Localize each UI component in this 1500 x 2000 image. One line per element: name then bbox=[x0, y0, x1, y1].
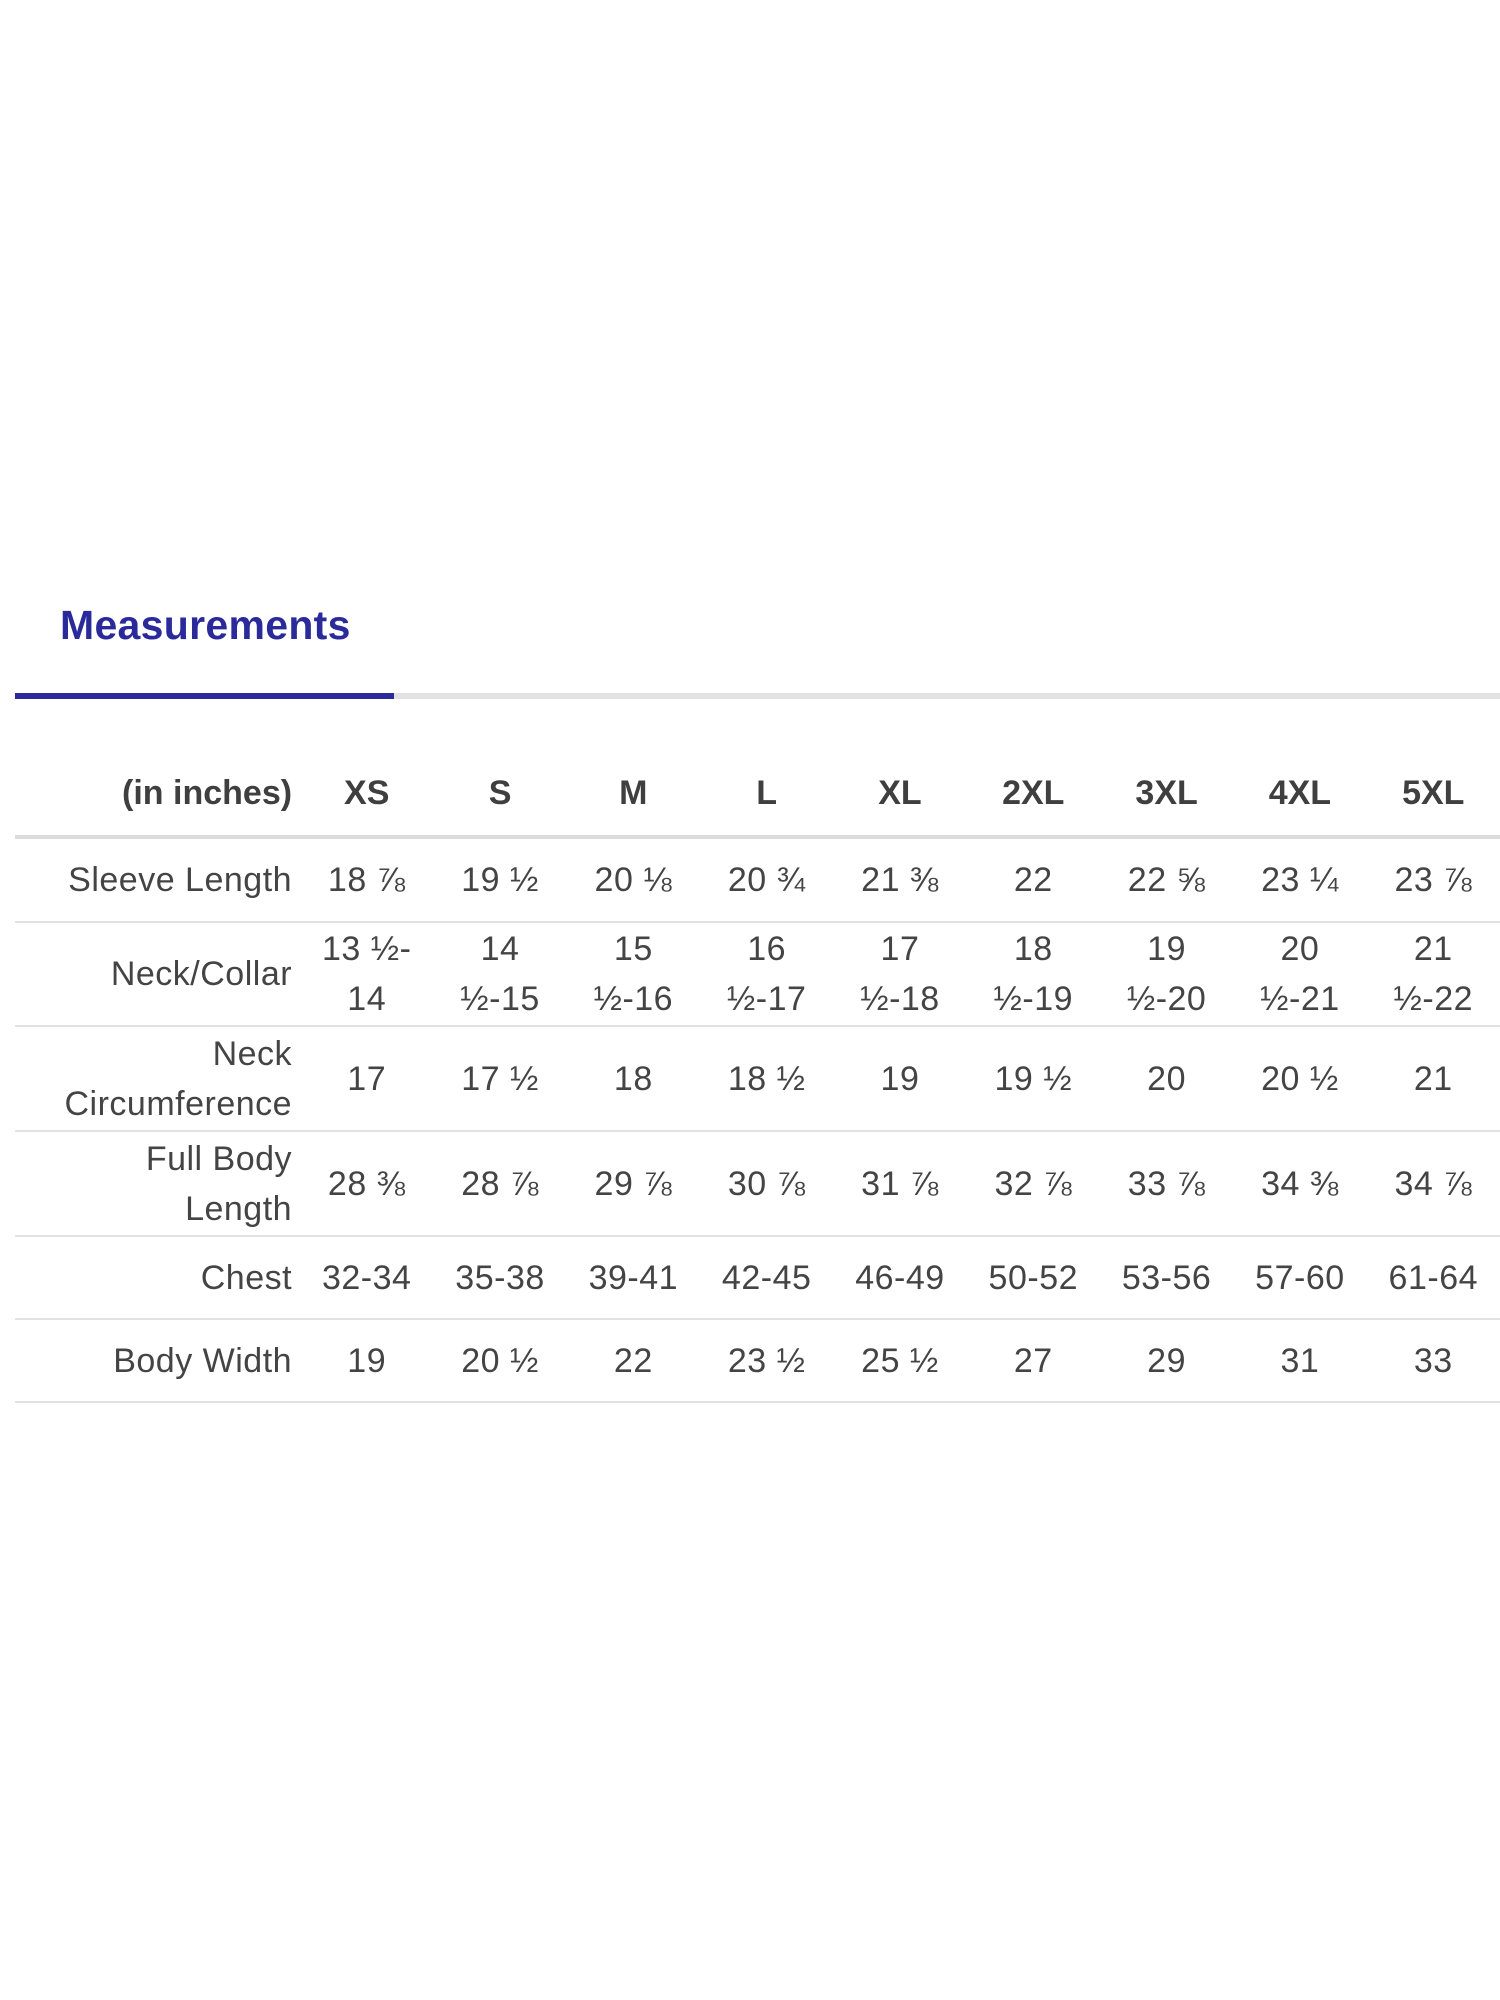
measurement-value: 23 ¼ bbox=[1261, 861, 1339, 899]
measurement-cell bbox=[567, 1026, 700, 1131]
measurement-cell bbox=[433, 922, 566, 1026]
measurement-value: 20 ⅛ bbox=[594, 861, 673, 899]
size-header: 5XL bbox=[1367, 750, 1500, 837]
measurement-value: 19 ½ bbox=[461, 861, 539, 899]
row-label-line: Neck bbox=[212, 1034, 293, 1073]
measurement-cell bbox=[433, 1131, 566, 1236]
measurement-value: 13 ½- bbox=[321, 930, 412, 968]
measurement-value: 29 ⅞ bbox=[594, 1164, 673, 1203]
measurement-cell bbox=[1367, 837, 1500, 922]
measurement-cell bbox=[833, 1319, 966, 1402]
measurement-value: 27 bbox=[1013, 1341, 1053, 1380]
table-row bbox=[15, 1131, 1500, 1236]
measurement-cell bbox=[700, 1236, 833, 1319]
measurement-cell bbox=[967, 1236, 1100, 1319]
measurement-cell bbox=[567, 1131, 700, 1236]
measurement-value: 19 ½ bbox=[994, 1059, 1073, 1098]
measurement-value: 42-45 bbox=[721, 1258, 812, 1297]
measurement-value: ½-18 bbox=[860, 980, 940, 1018]
measurement-cell bbox=[300, 1131, 433, 1236]
measurement-cell bbox=[1367, 1026, 1500, 1131]
size-header: XL bbox=[833, 750, 966, 837]
size-header: XS bbox=[300, 750, 433, 837]
measurement-cell bbox=[833, 1236, 966, 1319]
measurement-value: 29 bbox=[1147, 1341, 1186, 1380]
measurement-value: 33 bbox=[1413, 1341, 1453, 1380]
measurement-value: 31 bbox=[1280, 1341, 1320, 1380]
measurement-cell bbox=[1100, 1236, 1233, 1319]
row-label bbox=[15, 837, 300, 922]
measurement-value: 18 ½ bbox=[727, 1059, 806, 1098]
measurement-cell bbox=[967, 1026, 1100, 1131]
measurement-value: 18 ⅞ bbox=[327, 861, 406, 899]
measurement-value: 34 ⅜ bbox=[1261, 1164, 1339, 1203]
units-header: (in inches) bbox=[15, 750, 300, 837]
measurement-cell bbox=[1100, 837, 1233, 922]
measurement-cell bbox=[1367, 922, 1500, 1026]
measurement-cell bbox=[1100, 1319, 1233, 1402]
measurement-value: 23 ½ bbox=[727, 1341, 806, 1380]
measurement-cell bbox=[967, 1319, 1100, 1402]
measurement-value: 22 bbox=[613, 1341, 653, 1380]
measurement-value: 35-38 bbox=[455, 1258, 545, 1297]
tab-bar bbox=[15, 560, 1500, 700]
measurement-cell bbox=[567, 1236, 700, 1319]
measurement-cell bbox=[967, 1131, 1100, 1236]
measurement-cell bbox=[700, 1026, 833, 1131]
measurements-table-container bbox=[15, 750, 1500, 1403]
measurement-cell bbox=[1233, 1026, 1366, 1131]
table-row bbox=[15, 922, 1500, 1026]
table-row bbox=[15, 837, 1500, 922]
measurement-cell bbox=[700, 837, 833, 922]
measurement-value: ½-19 bbox=[993, 980, 1074, 1018]
size-header: S bbox=[433, 750, 566, 837]
measurement-value: 20 ½ bbox=[1261, 1059, 1339, 1098]
measurement-cell bbox=[1233, 922, 1366, 1026]
measurement-value: 19 bbox=[347, 1341, 387, 1380]
measurement-value: ½-17 bbox=[726, 980, 807, 1018]
measurement-value: 32 ⅞ bbox=[994, 1164, 1073, 1203]
measurement-value: 30 ⅞ bbox=[727, 1164, 806, 1203]
measurement-value: ½-22 bbox=[1393, 980, 1474, 1018]
table-row bbox=[15, 1319, 1500, 1402]
measurement-cell bbox=[300, 1236, 433, 1319]
measurement-value: 53-56 bbox=[1121, 1258, 1212, 1297]
measurement-cell bbox=[833, 837, 966, 922]
measurement-value: 31 ⅞ bbox=[861, 1164, 939, 1203]
measurement-cell bbox=[833, 1131, 966, 1236]
measurement-cell bbox=[433, 837, 566, 922]
row-label bbox=[15, 1131, 300, 1236]
measurement-value: ½-21 bbox=[1260, 980, 1340, 1018]
tab-active-indicator bbox=[15, 693, 394, 699]
table-header-row bbox=[15, 750, 1500, 837]
measurement-cell bbox=[1100, 922, 1233, 1026]
measurement-value: 34 ⅞ bbox=[1394, 1164, 1473, 1203]
measurement-cell bbox=[1367, 1236, 1500, 1319]
measurement-cell bbox=[700, 1319, 833, 1402]
measurement-cell bbox=[1367, 1131, 1500, 1236]
measurement-cell bbox=[1233, 1236, 1366, 1319]
measurement-value: 32-34 bbox=[321, 1258, 412, 1297]
measurement-value: 17 bbox=[880, 930, 920, 968]
measurement-cell bbox=[433, 1319, 566, 1402]
measurement-cell bbox=[567, 922, 700, 1026]
measurement-cell bbox=[300, 1319, 433, 1402]
measurement-cell bbox=[300, 1026, 433, 1131]
measurement-cell bbox=[833, 922, 966, 1026]
measurement-value: 19 bbox=[880, 1059, 920, 1098]
measurement-cell bbox=[567, 837, 700, 922]
measurement-cell bbox=[567, 1319, 700, 1402]
measurement-value: 16 bbox=[747, 930, 787, 968]
size-header: L bbox=[700, 750, 833, 837]
table-row bbox=[15, 1026, 1500, 1131]
measurement-value: ½-16 bbox=[593, 980, 674, 1018]
measurement-value: 61-64 bbox=[1388, 1258, 1479, 1297]
measurement-value: 33 ⅞ bbox=[1127, 1164, 1206, 1203]
row-label-line: Neck/Collar bbox=[110, 955, 293, 993]
row-label-line: Chest bbox=[200, 1258, 293, 1297]
size-header: 3XL bbox=[1100, 750, 1233, 837]
measurement-value: 19 bbox=[1147, 930, 1186, 968]
size-header: 2XL bbox=[967, 750, 1100, 837]
measurement-cell bbox=[967, 922, 1100, 1026]
measurement-value: 20 bbox=[1147, 1059, 1186, 1098]
measurement-cell bbox=[1233, 837, 1366, 922]
measurement-value: ½-20 bbox=[1126, 980, 1207, 1018]
measurement-cell bbox=[300, 922, 433, 1026]
measurement-value: 57-60 bbox=[1255, 1258, 1345, 1297]
row-label bbox=[15, 922, 300, 1026]
measurement-value: 46-49 bbox=[855, 1258, 945, 1297]
measurement-value: 23 ⅞ bbox=[1394, 861, 1473, 899]
measurement-cell bbox=[1100, 1131, 1233, 1236]
tab-measurements[interactable]: Measurements bbox=[60, 602, 351, 648]
measurement-value: 14 bbox=[347, 980, 387, 1018]
measurement-value: 22 ⅝ bbox=[1127, 861, 1206, 899]
measurement-cell bbox=[1233, 1131, 1366, 1236]
size-header: 4XL bbox=[1233, 750, 1366, 837]
measurement-cell bbox=[433, 1026, 566, 1131]
measurement-value: 21 bbox=[1413, 930, 1453, 968]
measurement-value: 17 ½ bbox=[461, 1059, 539, 1098]
measurement-value: 14 bbox=[480, 930, 520, 968]
measurement-cell bbox=[433, 1236, 566, 1319]
row-label bbox=[15, 1026, 300, 1131]
measurement-value: 22 bbox=[1013, 861, 1053, 899]
measurement-cell bbox=[700, 922, 833, 1026]
measurement-value: 18 bbox=[1013, 930, 1053, 968]
row-label-line: Body Width bbox=[113, 1341, 293, 1380]
row-label-line: Sleeve Length bbox=[68, 861, 293, 899]
measurement-value: 18 bbox=[613, 1059, 653, 1098]
measurement-cell bbox=[967, 837, 1100, 922]
size-header: M bbox=[567, 750, 700, 837]
row-label-line: Full Body bbox=[145, 1139, 293, 1178]
row-label bbox=[15, 1319, 300, 1402]
measurement-value: 28 ⅞ bbox=[461, 1164, 539, 1203]
measurement-value: 21 bbox=[1413, 1059, 1453, 1098]
table-row bbox=[15, 1236, 1500, 1319]
measurement-value: 39-41 bbox=[588, 1258, 679, 1297]
measurement-cell bbox=[300, 837, 433, 922]
measurement-value: 17 bbox=[347, 1059, 387, 1098]
measurement-value: 25 ½ bbox=[861, 1341, 939, 1380]
measurement-cell bbox=[1233, 1319, 1366, 1402]
measurement-value: 20 bbox=[1280, 930, 1320, 968]
measurement-value: 28 ⅜ bbox=[327, 1164, 406, 1203]
measurement-cell bbox=[1367, 1319, 1500, 1402]
measurements-table bbox=[15, 750, 1500, 1403]
row-label-line: Length bbox=[185, 1189, 293, 1228]
measurement-value: 21 ⅜ bbox=[861, 861, 939, 899]
measurement-value: 20 ½ bbox=[461, 1341, 539, 1380]
measurement-value: 20 ¾ bbox=[727, 861, 806, 899]
measurement-cell bbox=[833, 1026, 966, 1131]
measurement-value: ½-15 bbox=[460, 980, 540, 1018]
measurement-cell bbox=[700, 1131, 833, 1236]
measurement-cell bbox=[1100, 1026, 1233, 1131]
row-label bbox=[15, 1236, 300, 1319]
row-label-line: Circumference bbox=[64, 1084, 293, 1123]
measurement-value: 50-52 bbox=[988, 1258, 1079, 1297]
measurement-value: 15 bbox=[613, 930, 653, 968]
